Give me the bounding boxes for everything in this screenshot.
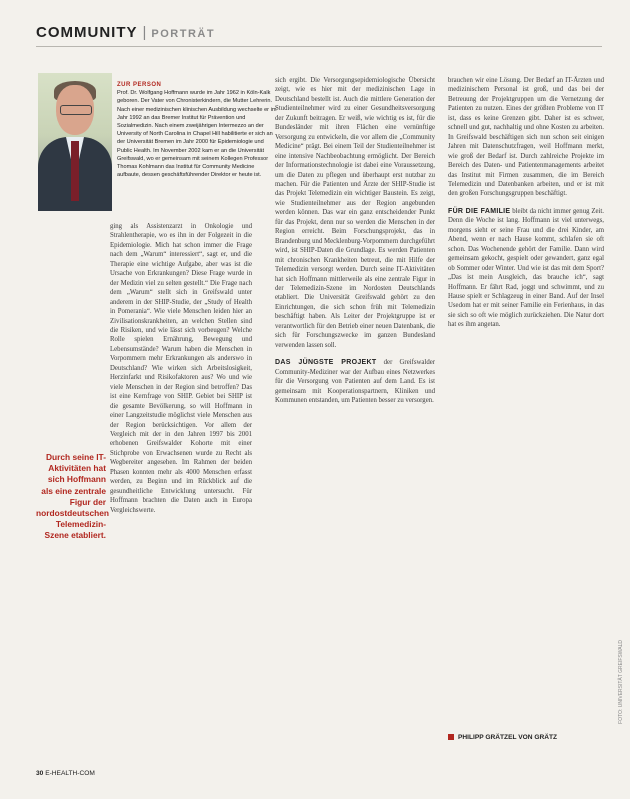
author-byline [448, 734, 557, 741]
bio-text: Prof. Dr. Wolfgang Hoffmann wurde im Jahr 1962 in Köln-Kalk geboren. Der Vater von Chronisterkindern, die Mutter Lehrerin. Nach einer medizinischen klinischen Ausbildung wechselte er im Jahr 1992 an das Bremer Institut für Prävention und Sozialmedizin. Nach einem zweijährigen Intermezzo an der University of North Carolina in Chapel Hill habilitierte er sich an der Universität Bremen im Jahr 2000 für Epidemiologie und Public Health. Im November 2002 kam er an die Universität Greifswald, wo er gemeinsam mit seinem Kollegen Professor Thomas Kohlmann das Institut für Community Medicine aufbaute, dessen geschäftsführender Direktor er heute ist. [117, 90, 277, 179]
column-1-text: ging als Assistenzarzt in Onkologie und Strahlentherapie, wo es ihn in der Folgezeit in die Epidemiologie. Mich hat schon immer die Frage nach dem „Warum“ interessiert“, sagt er, und die Therapie eine wichtige Aufgabe, aber was ist die Ursache von Erkrankungen? Diese Frage wurde in der Medizin viel zu selten gestellt.“ Die Frage nach dem „Warum“ stellt sich in Greifswald unter anderem in der SHIP-Studie, der „Study of Health in Pomerania“. Wie viele Menschen leiden hier an Zivilisationskrankheiten, an welchen Stellen sind die Risiken, und wie lässt sich vorbeugen? Welche Rolle spielen Ernährung, Bewegung und Lebensumstände? Warum haben die Menschen in Vorpommern mehr Erkrankungen als anderswo in Deutschland? Wie wirken sich Arbeitslosigkeit, Herzinfarkt und Risikofaktoren aus? Wo und wie viele Menschen in der Region sind betroffen? Das ist eine Kernfrage von SHIP. Gebiet bei SHIP ist die gesamte Bevölkerung, so will Hoffmann in einer Langzeitstudie möglichst viele Menschen aus der Region berücksichtigen. Vor allem der Vergleich mit der in den Jahren 1997 bis 2001 erhobenen Greifswalder Kohorte mit einer Stichprobe von Erwachsenen wurde zu Recht als Wegbereiter angesehen. Im Rahmen der beiden Phasen konnten mehr als 4000 Menschen erfasst werden, zu Beginn und im Rückblick auf die gesundheitliche Entwicklung untersucht. Für Hoffmann brachten die Daten auch in Europa Vergleichswerte. [110, 223, 252, 514]
magazine-name: E-HEALTH-COM [45, 770, 95, 777]
column-3-text: brauchen wir eine Lösung. Der Bedarf an IT-Ärzten und medizinischem Personal ist groß, und das bei der Betreuung der Projektgruppen um die Vernetzung der Patienten zu nutzen. Eines der größten Probleme von IT ist, dass es keine Grenzen gibt. Daher ist es schwer, schnell und gut, nachhaltig und ohne Kosten zu arbeiten. In Greifswald beschäftigen sich nun schon seit einigen Jahren mit Datenschutzfragen, weil Hoffmann merkt, wie groß der Bedarf ist. Durch zahlreiche Projekte im Bereich des Daten- und Patientenmanagements arbeitet das Institut mit Firmen zusammen, die im Bereich Telemedizin und Datenbanken arbeiten, und er ist mit den großen Forschungsgruppen beschäftigt. [448, 77, 604, 198]
article-column-3 [448, 76, 604, 330]
page-number: 30 [36, 770, 44, 777]
subheading-youngest-project: DAS JÜNGSTE PROJEKT [275, 359, 377, 367]
subheading-family: FÜR DIE FAMILIE [448, 207, 511, 215]
section-title: COMMUNITY [36, 24, 138, 41]
byline-square-icon [448, 734, 454, 740]
bio-box [117, 81, 277, 179]
column-2-text-b: der Greifswalder Community-Mediziner war der Aufbau eines Netzwerkes für die Versorgung von Patienten auf dem Land. Es ist gemeinsam mit Kooperationspartnern, Kliniken und Kommunen entstanden, um Patienten besser zu versorgen. [275, 359, 435, 404]
bio-heading: ZUR PERSON [117, 82, 162, 88]
portrait-photo [38, 73, 112, 211]
author-name: PHILIPP GRÄTZEL VON GRÄTZ [458, 734, 558, 741]
header-separator: | [142, 24, 147, 41]
subsection-title: PORTRÄT [151, 28, 216, 40]
photo-credit: FOTO: UNIVERSITÄT GREIFSWALD [618, 640, 624, 724]
column-3-text-b: bleibt da nicht immer genug Zeit. Denn die Woche ist lang. Hoffmann ist viel unterwegs, morgens sieht er seine Frau und die drei Kinder, am Abend, wenn er nach Hause kommt, schlafen sie oft schon. Das Wochenende gehört der Familie. Dann wird gemeinsam gekocht, gespielt oder gewandert, ganz egal ob Sommer oder Winter. Und wie ist das mit dem Sport? „Das ist mein Ausgleich, das brauche ich“, sagt Hoffmann. Er fährt Rad, joggt und schwimmt, und zu Hause spielt er Schlagzeug in einer Band. Auf der Insel Usedom hat er mit seiner Familie ein Ferienhaus, in das sie sich so oft wie möglich zurückziehen. Die Natur dort hat es ihm angetan. [448, 207, 604, 329]
page-folio [36, 770, 95, 777]
article-column-2 [275, 76, 435, 405]
pull-quote: Durch seine IT-Aktivitäten hat sich Hoffmann als eine zentrale Figur der nordostdeutschen Telemedizin-Szene etabliert. [36, 452, 110, 541]
article-column-1 [110, 222, 252, 515]
column-2-text: sich ergibt. Die Versorgungsepidemiologische Übersicht zeigt, wie es hier mit der medizinischen Lage in Deutschland bestellt ist. Auch die mittlere Generation der Studienteilnehmer wird zu einer Gesundheitsversorgung der Zukunft beitragen. Er weiß, wie wichtig es ist, für die Bundesländer mit ihren Flächen eine vernünftige Versorgung zu entwickeln, die vor allem die „Community Medicine“ prägt. Bei einem Teil der Studienteilnehmer ist eine intensive Nachbeobachtung ermöglicht. Der Bereich der Informationstechnologie ist dabei eine Voraussetzung, um die Daten zu pflegen und überhaupt erst nutzbar zu machen. Für die Patienten und Ärzte der SHIP-Studie ist das Projekt Telemedizin ein wichtiger Baustein. Es zeigt, wie Studienteilnehmer aus der Region angebunden werden können. Das war ein ganz entscheidender Punkt für das Projekt, denn nur so werden die Menschen in der Region erreicht. Beim Forschungsprojekt, das in Brandenburg und Mecklenburg-Vorpommern durchgeführt wird, ist SHIP-Daten die Grundlage. Es werden Patienten mit chronischen Krankheiten betreut, die mit Hilfe der Telemedizin versorgt werden. Durch seine IT-Aktivitäten hat sich Hoffmann mittlerweile als eine zentrale Figur in der Telemedizin-Szene im Nordosten Deutschlands etabliert. Die Universität Greifswald gehört zu den Einrichtungen, die sich schon früh mit Telemedizin beschäftigt haben. Als Leiter der Projektgruppe ist er verantwortlich für den Betrieb einer neuen Datenbank, die sich für Forschungszwecke im ganzen Bundesland verwenden lassen soll. [275, 77, 435, 349]
page-header [36, 24, 215, 42]
header-rule [36, 46, 602, 47]
